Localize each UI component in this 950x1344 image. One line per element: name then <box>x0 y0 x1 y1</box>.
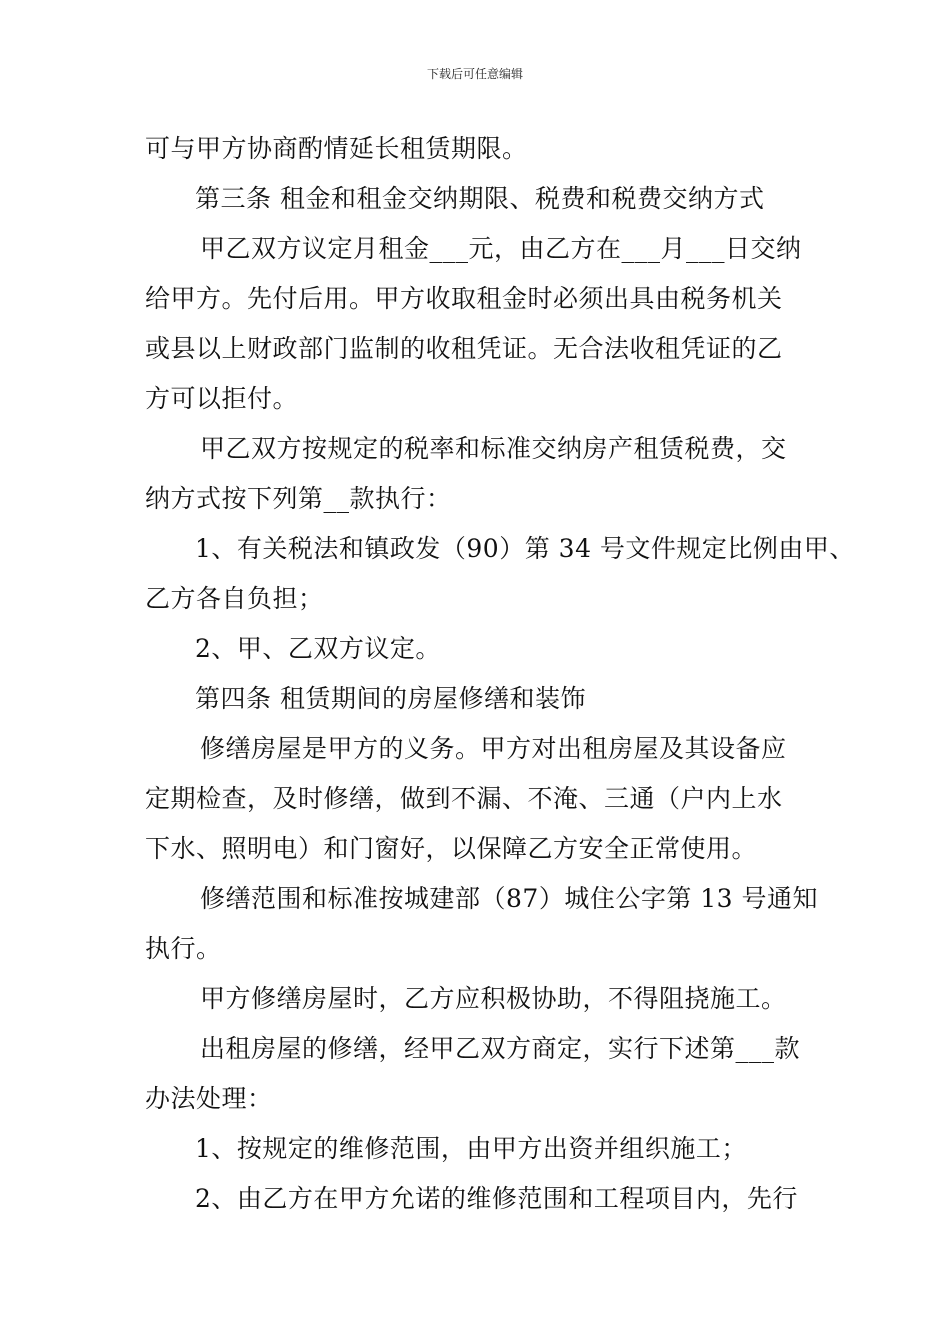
paragraph-line: 执行。 <box>145 934 222 963</box>
paragraph-line: 下水、照明电）和门窗好，以保障乙方安全正常使用。 <box>145 834 758 863</box>
paragraph-line: 甲乙双方议定月租金___元，由乙方在___月___日交纳 <box>200 234 802 263</box>
paragraph-line: 可与甲方协商酌情延长租赁期限。 <box>145 134 528 163</box>
list-item: 1、按规定的维修范围，由甲方出资并组织施工； <box>195 1134 747 1163</box>
paragraph-line: 或县以上财政部门监制的收租凭证。无合法收租凭证的乙 <box>145 334 783 363</box>
list-item: 1、有关税法和镇政发（90）第 34 号文件规定比例由甲、 <box>195 534 855 563</box>
list-item: 2、由乙方在甲方允诺的维修范围和工程项目内，先行 <box>195 1184 798 1213</box>
paragraph-line: 办法处理： <box>145 1084 273 1113</box>
paragraph-line: 修缮范围和标准按城建部（87）城住公字第 13 号通知 <box>200 884 819 913</box>
paragraph-line: 出租房屋的修缮，经甲乙双方商定，实行下述第___款 <box>200 1034 801 1063</box>
section-heading-4: 第四条 租赁期间的房屋修缮和装饰 <box>195 684 586 713</box>
paragraph-line: 给甲方。先付后用。甲方收取租金时必须出具由税务机关 <box>145 284 783 313</box>
paragraph-line: 纳方式按下列第__款执行： <box>145 484 452 513</box>
paragraph-line: 甲方修缮房屋时，乙方应积极协助，不得阻挠施工。 <box>200 984 787 1013</box>
paragraph-line: 甲乙双方按规定的税率和标准交纳房产租赁税费，交 <box>200 434 787 463</box>
section-heading-3: 第三条 租金和租金交纳期限、税费和税费交纳方式 <box>195 184 765 213</box>
paragraph-line: 乙方各自负担； <box>145 584 324 613</box>
paragraph-line: 修缮房屋是甲方的义务。甲方对出租房屋及其设备应 <box>200 734 787 763</box>
paragraph-line: 方可以拒付。 <box>145 384 299 413</box>
paragraph-line: 定期检查，及时修缮，做到不漏、不淹、三通（户内上水 <box>145 784 783 813</box>
list-item: 2、甲、乙双方议定。 <box>195 634 441 663</box>
page-header: 下载后可任意编辑 <box>426 67 523 81</box>
